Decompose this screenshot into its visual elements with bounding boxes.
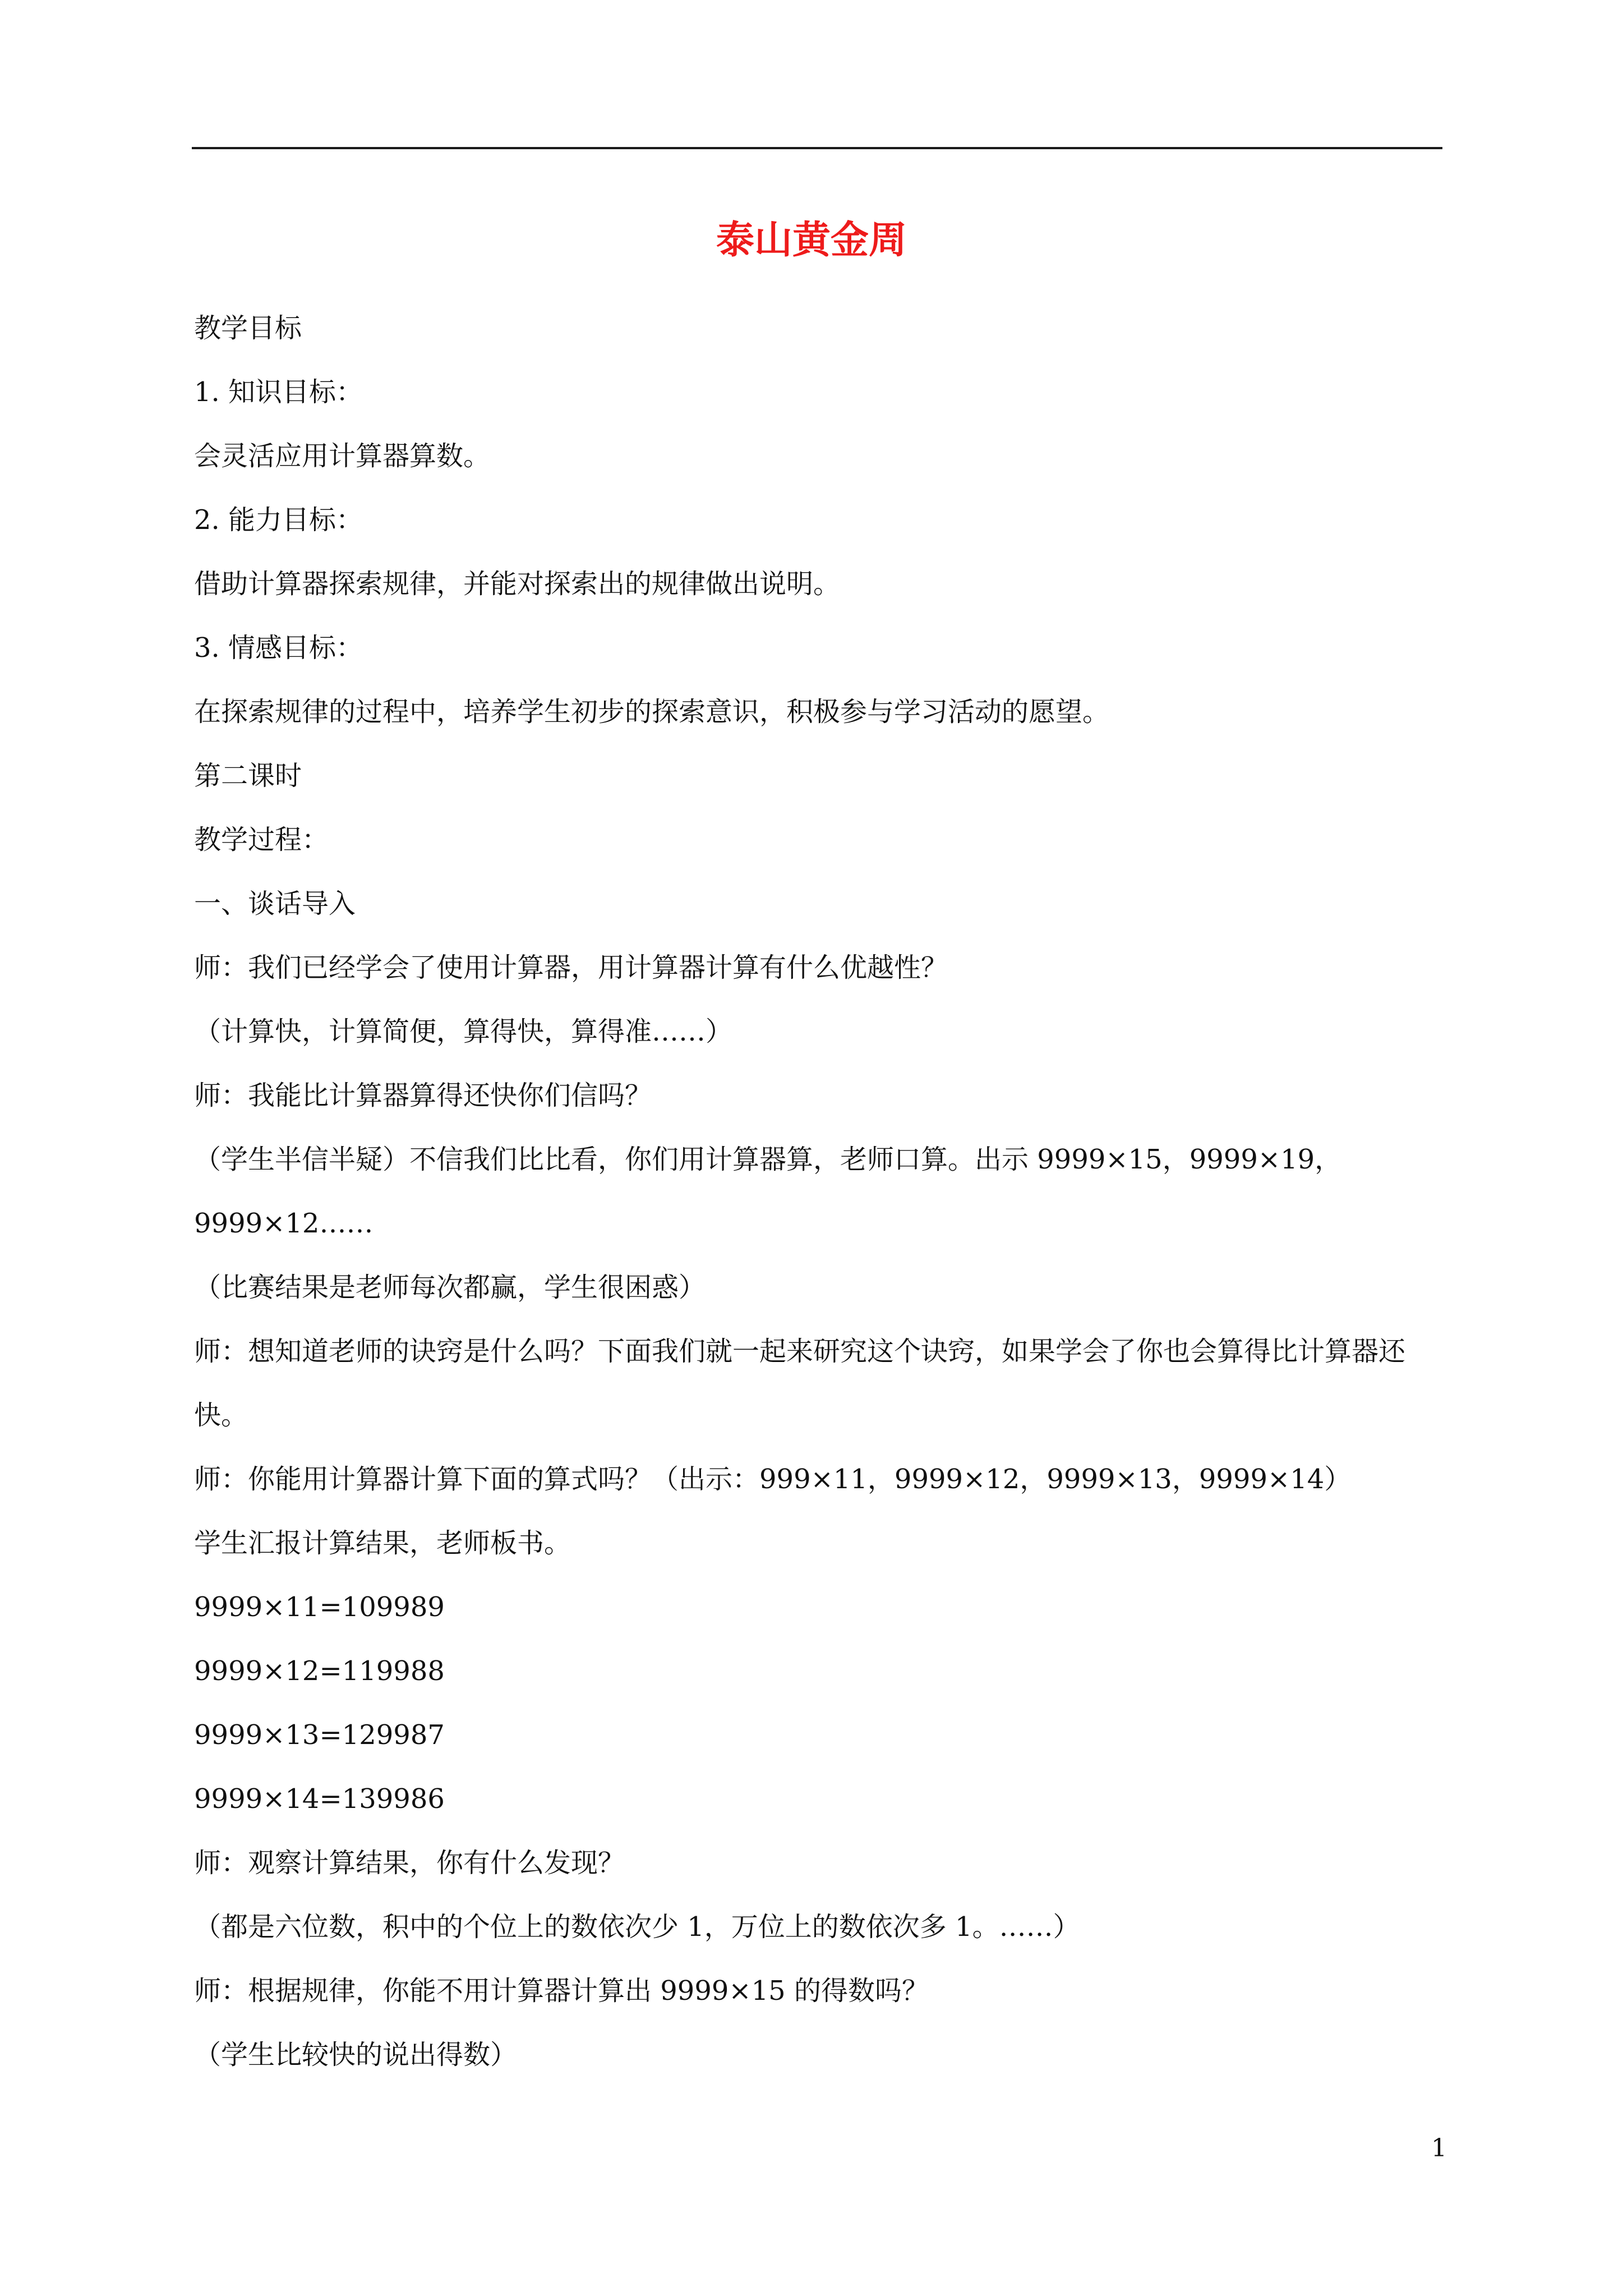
paragraph-dialogue: 师：想知道老师的诀窍是什么吗？下面我们就一起来研究这个诀窍，如果学会了你也会算得比计算器还快。 xyxy=(194,1336,1406,1431)
paragraph-dialogue: （比赛结果是老师每次都赢，学生很困惑） xyxy=(194,1272,706,1303)
paragraph-section-intro: 一、谈话导入 xyxy=(194,888,356,919)
paragraph-dialogue: （学生半信半疑）不信我们比比看，你们用计算器算，老师口算。出示 9999×15，9999×19，9999×12…… xyxy=(194,1144,1342,1239)
equation-line: 9999×12=119988 xyxy=(194,1655,445,1687)
paragraph-dialogue: 师：根据规律，你能不用计算器计算出 9999×15 的得数吗？ xyxy=(194,1975,929,2007)
paragraph-ability-goal: 2. 能力目标： xyxy=(194,504,363,536)
page-number: 1 xyxy=(1431,2134,1447,2162)
paragraph-dialogue: 师：你能用计算器计算下面的算式吗？（出示：999×11，9999×12，9999×13，9999×14） xyxy=(194,1464,1352,1495)
equation-line: 9999×11=109989 xyxy=(194,1591,445,1623)
document-title: 泰山黄金周 xyxy=(716,218,907,263)
paragraph-emotion-goal: 3. 情感目标： xyxy=(194,632,363,664)
header-rule xyxy=(192,147,1442,149)
paragraph-teaching-goals: 教学目标 xyxy=(194,312,302,344)
equation-line: 9999×14=139986 xyxy=(194,1783,445,1815)
paragraph-knowledge-goal-text: 会灵活应用计算器算数。 xyxy=(194,440,491,472)
paragraph-dialogue: （计算快，计算简便，算得快，算得准……） xyxy=(194,1016,733,1047)
document-body xyxy=(194,296,1442,2087)
paragraph-dialogue: 学生汇报计算结果，老师板书。 xyxy=(194,1527,571,1559)
paragraph-emotion-goal-text: 在探索规律的过程中，培养学生初步的探索意识，积极参与学习活动的愿望。 xyxy=(194,696,1110,728)
paragraph-dialogue: 师：我们已经学会了使用计算器，用计算器计算有什么优越性？ xyxy=(194,952,948,983)
paragraph-dialogue: 师：观察计算结果，你有什么发现？ xyxy=(194,1847,625,1879)
paragraph-teaching-process: 教学过程： xyxy=(194,824,329,855)
paragraph-knowledge-goal: 1. 知识目标： xyxy=(194,376,363,408)
paragraph-dialogue: （学生比较快的说出得数） xyxy=(194,2039,518,2070)
paragraph-dialogue: （都是六位数，积中的个位上的数依次少 1，万位上的数依次多 1。……） xyxy=(194,1911,1080,1943)
paragraph-ability-goal-text: 借助计算器探索规律，并能对探索出的规律做出说明。 xyxy=(194,568,841,600)
equation-line: 9999×13=129987 xyxy=(194,1719,445,1751)
paragraph-dialogue: 师：我能比计算器算得还快你们信吗？ xyxy=(194,1080,652,1111)
paragraph-second-lesson: 第二课时 xyxy=(194,760,302,792)
